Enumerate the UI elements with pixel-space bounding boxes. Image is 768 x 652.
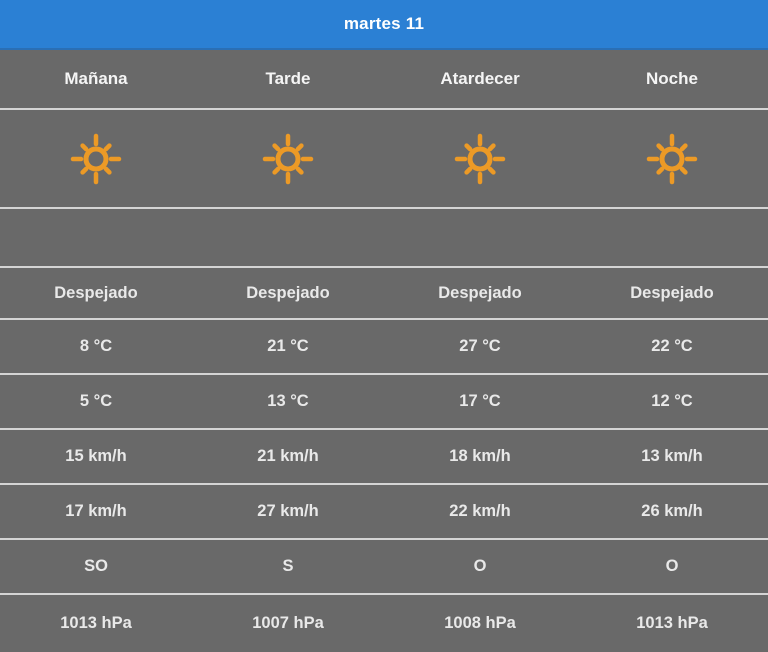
weather-icon-cell: [0, 110, 192, 207]
day-title-bar: [0, 0, 768, 50]
wind-gust-cell: 17 km/h: [65, 502, 127, 520]
empty-cell: [0, 209, 192, 266]
day-title: martes 11: [343, 14, 425, 33]
weather-icon-cell: [384, 110, 576, 207]
wind-gust-cell: 27 km/h: [257, 502, 319, 520]
wind-direction-row: [0, 538, 768, 593]
temp-min-cell: 12 °C: [651, 392, 693, 410]
temp-max-cell: 21 °C: [267, 337, 309, 355]
pressure-cell: 1013 hPa: [636, 614, 708, 632]
pressure-cell: 1007 hPa: [252, 614, 324, 632]
weather-icon-cell: [576, 110, 768, 207]
temp-max-cell: 22 °C: [651, 337, 693, 355]
temp-min-cell: 17 °C: [459, 392, 501, 410]
pressure-row: [0, 593, 768, 652]
wind-speed-cell: 15 km/h: [65, 447, 127, 465]
period-header-noche: Noche: [646, 69, 698, 88]
wind-speed-cell: 13 km/h: [641, 447, 703, 465]
condition-cell: Despejado: [438, 283, 522, 302]
period-header-manana: Mañana: [64, 69, 128, 88]
wind-direction-cell: S: [282, 557, 294, 575]
wind-gust-cell: 22 km/h: [449, 502, 511, 520]
period-header-tarde: Tarde: [265, 69, 311, 88]
temp-max-row: [0, 318, 768, 373]
temp-min-cell: 5 °C: [79, 392, 113, 410]
sun-icon: [70, 133, 122, 185]
condition-row: [0, 266, 768, 318]
wind-direction-cell: O: [473, 557, 487, 575]
temp-max-cell: 27 °C: [459, 337, 501, 355]
wind-direction-cell: SO: [84, 557, 108, 575]
sun-icon: [646, 133, 698, 185]
temp-min-cell: 13 °C: [267, 392, 309, 410]
temp-min-row: [0, 373, 768, 428]
condition-cell: Despejado: [54, 283, 138, 302]
wind-gust-row: [0, 483, 768, 538]
condition-cell: Despejado: [630, 283, 714, 302]
sun-icon: [262, 133, 314, 185]
condition-cell: Despejado: [246, 283, 330, 302]
wind-speed-cell: 21 km/h: [257, 447, 319, 465]
wind-gust-cell: 26 km/h: [641, 502, 703, 520]
weather-icon-row: [0, 108, 768, 207]
wind-direction-cell: O: [665, 557, 679, 575]
period-header-atardecer: Atardecer: [440, 69, 520, 88]
temp-max-cell: 8 °C: [79, 337, 113, 355]
wind-speed-cell: 18 km/h: [449, 447, 511, 465]
empty-cell: [576, 209, 768, 266]
wind-speed-row: [0, 428, 768, 483]
empty-cell: [192, 209, 384, 266]
period-header-row: [0, 50, 768, 108]
empty-row: [0, 207, 768, 266]
weather-icon-cell: [192, 110, 384, 207]
sun-icon: [454, 133, 506, 185]
pressure-cell: 1008 hPa: [444, 614, 516, 632]
pressure-cell: 1013 hPa: [60, 614, 132, 632]
empty-cell: [384, 209, 576, 266]
